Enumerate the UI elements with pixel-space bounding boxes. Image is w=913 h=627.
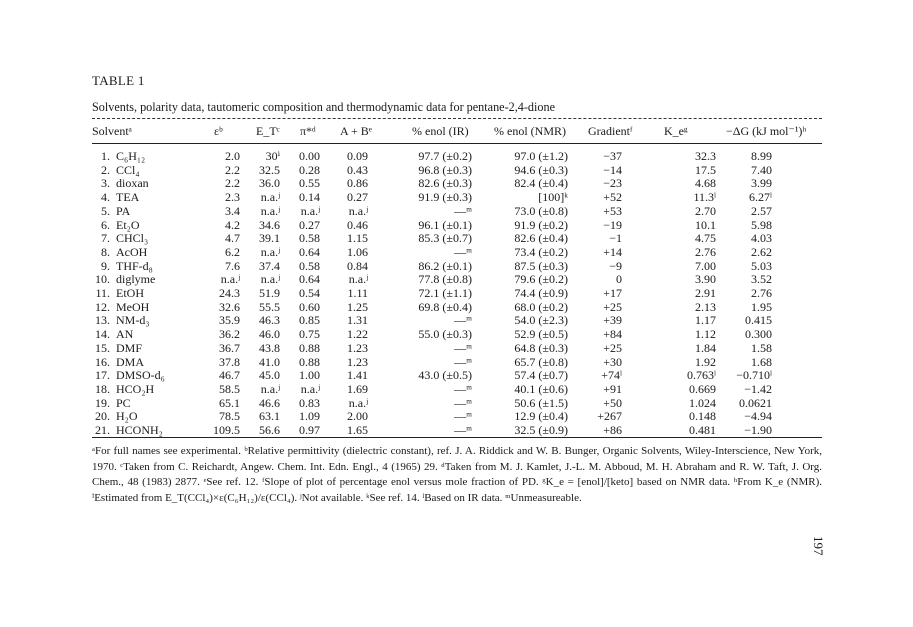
a-plus-b: 1.22: [347, 327, 368, 342]
ke-value: 0.481: [689, 423, 716, 438]
permittivity: 35.9: [219, 313, 240, 328]
row-number: 15.: [95, 340, 110, 355]
gradient: +14: [603, 244, 622, 259]
table-row: [90, 287, 772, 301]
enol-ir: —ᵐ: [454, 395, 472, 410]
table-row: [90, 177, 772, 191]
enol-ir: 77.8 (±0.8): [418, 272, 472, 287]
header-rule: [92, 143, 822, 144]
ke-value: 2.13: [695, 299, 716, 314]
table-caption: Solvents, polarity data, tautomeric composition and thermodynamic data for pentane-2,4-dione: [92, 100, 555, 114]
enol-nmr: 32.5 (±0.9): [514, 423, 568, 438]
table-row: [90, 342, 772, 356]
header-solvent: Solventᵃ: [92, 124, 132, 138]
row-number: 3.: [101, 176, 110, 191]
gradient: +25: [603, 299, 622, 314]
gradient: +74ˡ: [601, 368, 622, 383]
pi-star: 0.83: [299, 395, 320, 410]
permittivity: 32.6: [219, 299, 240, 314]
enol-nmr: 40.1 (±0.6): [514, 381, 568, 396]
permittivity: n.a.ʲ: [220, 272, 240, 287]
top-rule: [92, 118, 822, 119]
permittivity: 58.5: [219, 381, 240, 396]
table-row: [90, 205, 772, 219]
solvent-name: C₆H₁₂: [116, 149, 146, 163]
enol-ir: 96.1 (±0.1): [418, 217, 472, 232]
delta-g: 5.98: [751, 217, 772, 232]
bottom-rule: [92, 437, 822, 438]
a-plus-b: 0.46: [347, 217, 368, 232]
ke-value: 32.3: [695, 149, 716, 163]
delta-g: −0.710ˡ: [736, 368, 772, 383]
ke-value: 1.12: [695, 327, 716, 342]
enol-nmr: 82.6 (±0.4): [514, 231, 568, 246]
delta-g: 1.95: [751, 299, 772, 314]
pi-star: n.a.ʲ: [300, 381, 320, 396]
delta-g: −1.42: [744, 381, 772, 396]
gradient: −23: [603, 176, 622, 191]
enol-nmr: 65.7 (±0.8): [514, 354, 568, 369]
pi-star: 0.75: [299, 327, 320, 342]
ke-value: 1.17: [695, 313, 716, 328]
et-value: 34.6: [259, 217, 280, 232]
enol-ir: 91.9 (±0.3): [418, 190, 472, 205]
enol-nmr: 73.0 (±0.8): [514, 203, 568, 218]
header-nmr: % enol (NMR): [494, 124, 566, 138]
solvent-name: PC: [116, 395, 131, 410]
et-value: 36.0: [259, 176, 280, 191]
row-number: 17.: [95, 368, 110, 383]
ke-value: 1.024: [689, 395, 716, 410]
row-number: 13.: [95, 313, 110, 328]
enol-ir: 55.0 (±0.3): [418, 327, 472, 342]
row-number: 12.: [95, 299, 110, 314]
table-row: [90, 273, 772, 287]
solvent-name: DMA: [116, 354, 145, 369]
gradient: +39: [603, 313, 622, 328]
table-row: [90, 219, 772, 233]
table-row: [90, 410, 772, 424]
permittivity: 65.1: [219, 395, 240, 410]
enol-ir: —ᵐ: [454, 203, 472, 218]
delta-g: 7.40: [751, 162, 772, 177]
table-row: [90, 150, 772, 164]
enol-nmr: 64.8 (±0.3): [514, 340, 568, 355]
solvent-name: TEA: [116, 190, 140, 205]
permittivity: 37.8: [219, 354, 240, 369]
header-dg: −ΔG (kJ mol⁻¹)ʰ: [726, 124, 807, 138]
header-et: E_Tᶜ: [256, 124, 280, 138]
gradient: +50: [603, 395, 622, 410]
et-value: 32.5: [259, 162, 280, 177]
solvent-name: PA: [116, 203, 131, 218]
et-value: n.a.ʲ: [260, 381, 280, 396]
delta-g: 2.62: [751, 244, 772, 259]
solvent-name: EtOH: [116, 286, 144, 301]
gradient: +267: [597, 409, 622, 424]
et-value: n.a.ʲ: [260, 272, 280, 287]
gradient: +52: [603, 190, 622, 205]
gradient: +30: [603, 354, 622, 369]
enol-nmr: 87.5 (±0.3): [514, 258, 568, 273]
ke-value: 0.669: [689, 381, 716, 396]
header-ab: A + Bᵉ: [340, 124, 372, 138]
pi-star: 0.88: [299, 340, 320, 355]
delta-g: 5.03: [751, 258, 772, 273]
a-plus-b: n.a.ʲ: [348, 203, 368, 218]
a-plus-b: 1.06: [347, 244, 368, 259]
row-number: 16.: [95, 354, 110, 369]
solvent-name: MeOH: [116, 299, 150, 314]
delta-g: −1.90: [744, 423, 772, 438]
solvent-name: H₂O: [116, 409, 138, 424]
enol-nmr: 12.9 (±0.4): [514, 409, 568, 424]
pi-star: 0.88: [299, 354, 320, 369]
gradient: +53: [603, 203, 622, 218]
row-number: 10.: [95, 272, 110, 287]
permittivity: 2.2: [225, 176, 240, 191]
permittivity: 7.6: [225, 258, 240, 273]
enol-ir: —ᵐ: [454, 381, 472, 396]
row-number: 4.: [101, 190, 110, 205]
ke-value: 4.68: [695, 176, 716, 191]
row-number: 19.: [95, 395, 110, 410]
ke-value: 11.3ˡ: [693, 190, 716, 205]
et-value: n.a.ʲ: [260, 190, 280, 205]
pi-star: 1.00: [299, 368, 320, 383]
et-value: 46.3: [259, 313, 280, 328]
enol-nmr: 57.4 (±0.7): [514, 368, 568, 383]
a-plus-b: 1.23: [347, 340, 368, 355]
solvent-name: HCO₂H: [116, 381, 155, 396]
delta-g: 0.0621: [739, 395, 772, 410]
pi-star: 0.28: [299, 162, 320, 177]
table-footnotes: ᵃFor full names see experimental. ᵇRelative permittivity (dielectric constant), ref. J. A. Riddick and W. B. Bunger, Organic Solvents, Wiley-Interscience, New York, 1970. ᶜTaken from C. Reichardt, Angew. Chem. Int. Edn. Engl., 4 (1965) 29. ᵈTaken from M. J. Kamlet, J.-L. M. Abboud, M. H. Abraham and R. W. Taft, J. Org. Chem., 48 (1983) 2877. ᵉSee ref. 12. ᶠSlope of plot of percentage enol versus mole fraction of PD. ᵍK_e = [enol]/[keto] based on NMR data. ʰFrom K_e (NMR). ⁱEstimated from E_T(CCl₄)×ε(C₆H₁₂)/ε(CCl₄). ʲNot available. ᵏSee ref. 14. ˡBased on IR data. ᵐUnmeasureable.: [92, 445, 822, 504]
permittivity: 36.7: [219, 340, 240, 355]
enol-ir: 72.1 (±1.1): [418, 286, 472, 301]
enol-ir: 82.6 (±0.3): [418, 176, 472, 191]
et-value: 63.1: [259, 409, 280, 424]
solvent-name: DMSO-d₆: [116, 368, 165, 383]
gradient: −1: [609, 231, 622, 246]
delta-g: −4.94: [744, 409, 772, 424]
a-plus-b: 1.15: [347, 231, 368, 246]
solvent-name: THF-d₈: [116, 258, 153, 273]
a-plus-b: 0.43: [347, 162, 368, 177]
header-pi: π*ᵈ: [300, 124, 316, 138]
gradient: +91: [603, 381, 622, 396]
a-plus-b: 0.84: [347, 258, 368, 273]
gradient: +17: [603, 286, 622, 301]
et-value: 39.1: [259, 231, 280, 246]
a-plus-b: 2.00: [347, 409, 368, 424]
pi-star: 0.55: [299, 176, 320, 191]
pi-star: 0.64: [299, 272, 320, 287]
delta-g: 6.27ˡ: [749, 190, 772, 205]
a-plus-b: 1.69: [347, 381, 368, 396]
a-plus-b: 1.31: [347, 313, 368, 328]
row-number: 11.: [95, 286, 110, 301]
et-value: 46.0: [259, 327, 280, 342]
page-number: 197: [811, 536, 826, 556]
header-eps: εᵇ: [214, 124, 223, 138]
pi-star: 0.14: [299, 190, 320, 205]
header-gradient: Gradientᶠ: [588, 124, 633, 138]
enol-ir: —ᵐ: [454, 340, 472, 355]
enol-nmr: 52.9 (±0.5): [514, 327, 568, 342]
et-value: 30ⁱ: [265, 149, 280, 163]
solvent-name: HCONH₂: [116, 423, 163, 438]
a-plus-b: 1.65: [347, 423, 368, 438]
enol-nmr: 97.0 (±1.2): [514, 149, 568, 163]
enol-nmr: 94.6 (±0.3): [514, 162, 568, 177]
permittivity: 3.4: [225, 203, 240, 218]
row-number: 21.: [95, 423, 110, 438]
enol-ir: 97.7 (±0.2): [418, 149, 472, 163]
pi-star: 0.58: [299, 258, 320, 273]
pi-star: 0.85: [299, 313, 320, 328]
pi-star: 0.00: [299, 149, 320, 163]
pi-star: 0.97: [299, 423, 320, 438]
table-row: [90, 369, 772, 383]
et-value: 51.9: [259, 286, 280, 301]
delta-g: 3.52: [751, 272, 772, 287]
enol-nmr: 91.9 (±0.2): [514, 217, 568, 232]
enol-nmr: 74.4 (±0.9): [514, 286, 568, 301]
gradient: +86: [603, 423, 622, 438]
gradient: +84: [603, 327, 622, 342]
delta-g: 1.68: [751, 354, 772, 369]
table-row: [90, 260, 772, 274]
solvent-name: DMF: [116, 340, 143, 355]
permittivity: 2.2: [225, 162, 240, 177]
ke-value: 17.5: [695, 162, 716, 177]
table-row: [90, 301, 772, 315]
table-row: [90, 328, 772, 342]
header-ke: K_eᵍ: [664, 124, 688, 138]
permittivity: 2.0: [225, 149, 240, 163]
delta-g: 2.76: [751, 286, 772, 301]
a-plus-b: 0.86: [347, 176, 368, 191]
a-plus-b: 1.25: [347, 299, 368, 314]
delta-g: 2.57: [751, 203, 772, 218]
solvent-name: NM-d₃: [116, 313, 150, 328]
et-value: n.a.ʲ: [260, 203, 280, 218]
row-number: 6.: [101, 217, 110, 232]
table-row: [90, 383, 772, 397]
delta-g: 8.99: [751, 149, 772, 163]
delta-g: 0.300: [745, 327, 772, 342]
ke-value: 0.763ˡ: [687, 368, 716, 383]
enol-nmr: 73.4 (±0.2): [514, 244, 568, 259]
table-label: TABLE 1: [92, 73, 145, 88]
ke-value: 1.92: [695, 354, 716, 369]
row-number: 7.: [101, 231, 110, 246]
ke-value: 4.75: [695, 231, 716, 246]
gradient: −14: [603, 162, 622, 177]
enol-ir: 96.8 (±0.3): [418, 162, 472, 177]
enol-nmr: 68.0 (±0.2): [514, 299, 568, 314]
delta-g: 4.03: [751, 231, 772, 246]
permittivity: 46.7: [219, 368, 240, 383]
et-value: 37.4: [259, 258, 280, 273]
gradient: +25: [603, 340, 622, 355]
enol-nmr: [100]ᵏ: [538, 190, 568, 205]
enol-ir: —ᵐ: [454, 313, 472, 328]
enol-ir: 43.0 (±0.5): [418, 368, 472, 383]
table-row: [90, 424, 772, 438]
enol-nmr: 79.6 (±0.2): [514, 272, 568, 287]
solvent-name: dioxan: [116, 176, 149, 191]
pi-star: 1.09: [299, 409, 320, 424]
table-row: [90, 246, 772, 260]
et-value: 56.6: [259, 423, 280, 438]
row-number: 18.: [95, 381, 110, 396]
table-row: [90, 397, 772, 411]
et-value: 55.5: [259, 299, 280, 314]
enol-ir: —ᵐ: [454, 244, 472, 259]
permittivity: 6.2: [225, 244, 240, 259]
enol-ir: 86.2 (±0.1): [418, 258, 472, 273]
gradient: 0: [616, 272, 622, 287]
pi-star: 0.60: [299, 299, 320, 314]
row-number: 9.: [101, 258, 110, 273]
a-plus-b: 0.09: [347, 149, 368, 163]
et-value: 43.8: [259, 340, 280, 355]
row-number: 8.: [101, 244, 110, 259]
pi-star: 0.64: [299, 244, 320, 259]
solvent-name: AN: [116, 327, 134, 342]
table-row: [90, 314, 772, 328]
pi-star: 0.27: [299, 217, 320, 232]
row-number: 1.: [101, 149, 110, 163]
ke-value: 2.91: [695, 286, 716, 301]
ke-value: 0.148: [689, 409, 716, 424]
enol-nmr: 50.6 (±1.5): [514, 395, 568, 410]
et-value: 46.6: [259, 395, 280, 410]
header-ir: % enol (IR): [412, 124, 469, 138]
ke-value: 2.76: [695, 244, 716, 259]
a-plus-b: 1.23: [347, 354, 368, 369]
solvent-name: CHCl₃: [116, 231, 149, 246]
solvent-name: diglyme: [116, 272, 156, 287]
row-number: 20.: [95, 409, 110, 424]
et-value: n.a.ʲ: [260, 244, 280, 259]
delta-g: 0.415: [745, 313, 772, 328]
permittivity: 24.3: [219, 286, 240, 301]
enol-ir: —ᵐ: [454, 409, 472, 424]
a-plus-b: n.a.ʲ: [348, 395, 368, 410]
permittivity: 36.2: [219, 327, 240, 342]
et-value: 41.0: [259, 354, 280, 369]
solvent-name: Et₂O: [116, 217, 140, 232]
enol-nmr: 82.4 (±0.4): [514, 176, 568, 191]
pi-star: 0.58: [299, 231, 320, 246]
delta-g: 1.58: [751, 340, 772, 355]
a-plus-b: 1.11: [347, 286, 368, 301]
enol-ir: 69.8 (±0.4): [418, 299, 472, 314]
ke-value: 2.70: [695, 203, 716, 218]
permittivity: 109.5: [213, 423, 240, 438]
pi-star: n.a.ʲ: [300, 203, 320, 218]
permittivity: 2.3: [225, 190, 240, 205]
enol-ir: —ᵐ: [454, 423, 472, 438]
et-value: 45.0: [259, 368, 280, 383]
table-row: [90, 191, 772, 205]
ke-value: 10.1: [695, 217, 716, 232]
ke-value: 1.84: [695, 340, 716, 355]
enol-ir: 85.3 (±0.7): [418, 231, 472, 246]
table-row: [90, 232, 772, 246]
ke-value: 7.00: [695, 258, 716, 273]
table-row: [90, 356, 772, 370]
gradient: −9: [609, 258, 622, 273]
table-row: [90, 164, 772, 178]
enol-ir: —ᵐ: [454, 354, 472, 369]
permittivity: 4.2: [225, 217, 240, 232]
permittivity: 4.7: [225, 231, 240, 246]
ke-value: 3.90: [695, 272, 716, 287]
a-plus-b: 0.27: [347, 190, 368, 205]
row-number: 14.: [95, 327, 110, 342]
gradient: −19: [603, 217, 622, 232]
enol-nmr: 54.0 (±2.3): [514, 313, 568, 328]
delta-g: 3.99: [751, 176, 772, 191]
pi-star: 0.54: [299, 286, 320, 301]
row-number: 2.: [101, 162, 110, 177]
data-table: [90, 150, 772, 438]
a-plus-b: 1.41: [347, 368, 368, 383]
gradient: −37: [603, 149, 622, 163]
a-plus-b: n.a.ʲ: [348, 272, 368, 287]
solvent-name: CCl₄: [116, 162, 140, 177]
row-number: 5.: [101, 203, 110, 218]
permittivity: 78.5: [219, 409, 240, 424]
solvent-name: AcOH: [116, 244, 148, 259]
